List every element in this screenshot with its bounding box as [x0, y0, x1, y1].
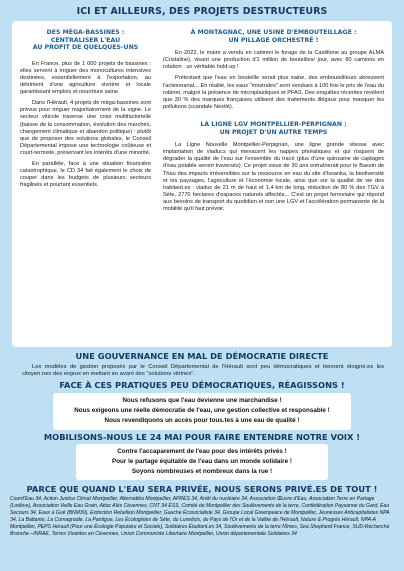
- montagnac-heading: [163, 29, 384, 44]
- demand-line: Soyons nombreuses et nombreux dans la rue !: [131, 468, 273, 476]
- paragraph: En parallèle, face à une situation financière catastrophique, le CD 34 fait également le choix de couper dans les budgets de plusieurs secteurs fragilisés et pourtant essentiels.: [20, 161, 151, 189]
- montagnac-body: [163, 50, 384, 111]
- mega-bassines-column: [20, 29, 151, 193]
- heading-line: UN PILLAGE ORCHESTRÉ !: [228, 36, 319, 44]
- heading-line: À MONTAGNAC, UNE USINE D'EMBOUTEILLAGE :: [190, 29, 357, 36]
- paragraph: La Ligne Nouvelle Montpellier-Perpignan, une ligne grande vitesse avec implantation de viaducs qui menacent les nappes phréatiques et qui risquent de dégrader la qualité de l'eau sur l'ensemble du tracé (plus d'une quinzaine de captages d'eau potable seront traversés). Ce projet vieux de 30 ans entraînerait pour le Bassin de Thau des impacts irréversibles sur la ressource en eau du site d'Issanka, la biodiversité et les paysages, l'agriculture et l'économie locale, ainsi que sur la qualité de vie des habitant.es : viaduc de 21 m de haut et 1,4 km de long, réduction de 80 % des TGV à Sète, 2770 hectares d'espaces naturels affectés... C'est un projet ferroviaire qui répond aux besoins de transport du quotidien et non une LGV et l'accélération permanente de la mobilité qu'il faut prévoir.: [163, 142, 384, 212]
- demand-line: Pour le partage équitable de l'eau dans un monde solidaire !: [112, 458, 292, 466]
- coordination-lead: Coord'Eau 34,: [10, 496, 43, 502]
- mobilise-panel: [76, 444, 328, 480]
- paragraph: En France, plus de 1 000 projets de bassines : elles servent à irriguer des monocultures intensives destinées, essentiellement à l'exportation, au détriment d'une agriculture vivrière et locale garantissant emplois et nourriture saine.: [20, 60, 151, 96]
- section-title-governance: UNE GOUVERNANCE EN MAL DE DÉMOCRATIE DIRECTE: [75, 351, 329, 361]
- demand-line: Nous revendiquons un accès pour tous.tes à une eau de qualité !: [104, 417, 300, 425]
- section-title-mobilise: MOBILISONS-NOUS LE 24 MAI POUR FAIRE ENTENDRE NOTRE VOIX !: [43, 432, 361, 442]
- demand-line: Nous exigeons une réelle démocratie de l'eau, une gestion collective et responsable !: [74, 407, 330, 415]
- lgv-body: [163, 142, 384, 213]
- react-panel: [53, 393, 351, 430]
- coordination-members: Action Justice Climat Montpellier, Alternatiba Montpellier, APRÈS 34, Arrêt du nucléaire 34, Association Œuvre d'Eau, Association Terre en Partage (Lodève), Association Veille Eau Grain, Attac Alès Cévennes, CNT 34 ESS, Comité de Montpellier des Soulèvements de la terre, Confédération Paysanne du Gard, Eau Secours 34, Eaux à Gué (BNM30), Extinction Rebellion Montpellier, Gauche Écosocialiste 34, Groupe Local Greenpeace de Montpellier, Jeunesses Anticapitalistes NPA 34, La Battante, La Cornagnade, La Pantigue, Les Écologistes de Sète, du Lunellois, du Pays de l'Or et de la Vallée de l'Hérault, Nature & Progrès Hérault, NPA-A Montpellier, PEPS Hérault (Pour une Écologie Populaire et Sociale), Solidaires Étudiant.es 34, Soulèvements de la terre Nîmes, Sea Shepherd France, SUD-Recherche Branche –INRAE, Terres Vivantes en Cévennes, Union Communiste Libertaire Montpellier, Union départementale Solidaires 34: [10, 496, 390, 537]
- heading-line: CENTRALISER L'EAU: [50, 36, 121, 44]
- mobilise-demands: [76, 447, 328, 478]
- right-column: [163, 29, 384, 217]
- heading-line: LA LIGNE LGV MONTPELLIER-PERPIGNAN :: [200, 120, 347, 128]
- lgv-heading: [163, 121, 384, 136]
- react-demands: [53, 396, 351, 427]
- demand-line: Contre l'accaparement de l'eau pour des intérêts privés !: [117, 448, 287, 455]
- paragraph: En 2022, le maire a vendu en catimini le forage de la Castillone au groupe ALMA (Cristaline), visant une production d'1 million de bouteilles/ jour, avec 80 camions en rotation : un véritable hold-up !: [163, 50, 384, 71]
- governance-text: Les modèles de gestion proposés par le Conseil Départemental de l'Hérault sont peu démocratiques et tiennent éloigné.es les citoyen.nes des enjeux en mettant en avant des "solutions vitrines".: [22, 364, 384, 378]
- section-title-closing: PARCE QUE QUAND L'EAU SERA PRIVÉE, NOUS SERONS PRIVÉ.ES DE TOUT !: [26, 484, 378, 494]
- mega-bassines-heading: [20, 29, 151, 52]
- paragraph: Prétextant que l'eau en bouteille serait plus saine, des embouteilleurs abreuvent l'actionnariat... En réalité, les eaux "minérales" sont vendues à 100 fois le prix de l'eau du robinet, malgré la présence de microplastiques et PFAS. Des enquêtes récentes révèlent que 30 % des marques françaises utilisent des traitements illégaux pour masquer les pollutions (scandale Nestlé).: [163, 75, 384, 110]
- heading-line: DES MÉGA-BASSINES :: [46, 29, 125, 36]
- demand-line: Nous refusons que l'eau devienne une marchandise !: [122, 397, 282, 404]
- paragraph: Dans l'Hérault, 4 projets de méga-bassines sont prévus pour irriguer majoritairement de la vigne. Le secteur viticole traverse une crise multifactorielle (baisse de la consommation, évolution des marchés, changement climatique et abandon politique) : plutôt que de proposer des solutions globales, le Conseil Départemental impose une technologie coûteuse et court-termiste, préservant les intérêts d'une minorité.: [20, 100, 151, 156]
- projects-panel: [12, 21, 392, 347]
- heading-line: AU PROFIT DE QUELQUES-UNS: [32, 44, 139, 52]
- mega-bassines-body: [20, 61, 151, 190]
- heading-line: UN PROJET D'UN AUTRE TEMPS: [219, 128, 328, 136]
- section-title-react: FACE À CES PRATIQUES PEU DÉMOCRATIQUES, RÉAGISSONS !: [59, 380, 345, 390]
- coordination-list: [10, 496, 396, 538]
- section-title-projects: ICI ET AILLEURS, DES PROJETS DESTRUCTEURS: [76, 6, 328, 17]
